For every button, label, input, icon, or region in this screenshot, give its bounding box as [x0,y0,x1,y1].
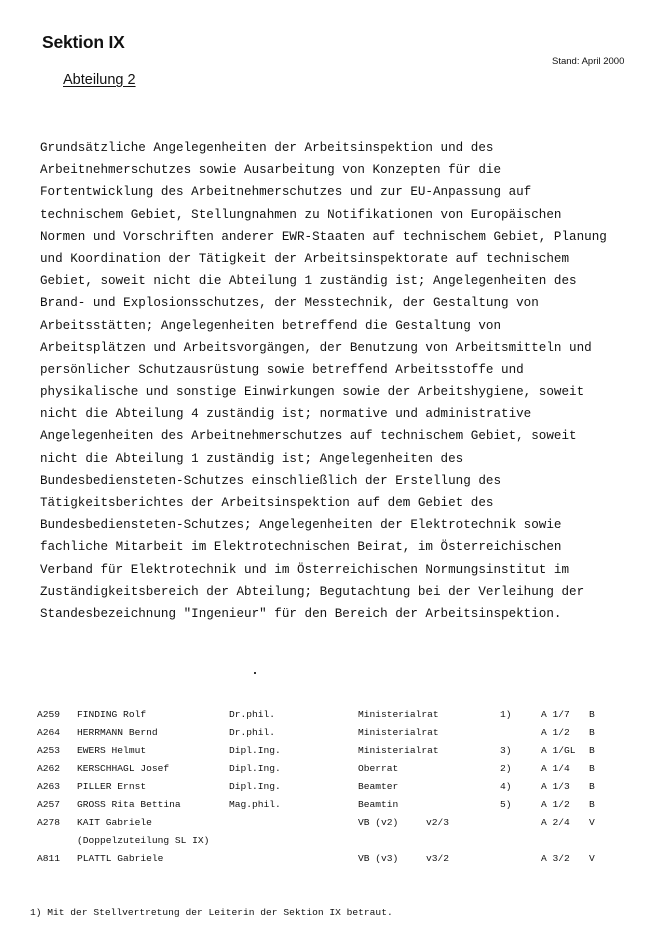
staff-type: B [589,799,595,810]
footnote: 1) Mit der Stellvertretung der Leiterin der Sektion IX betraut. [30,907,393,918]
staff-grade: A 1/4 [541,763,570,774]
status-date: Stand: April 2000 [552,56,625,67]
staff-grade: A 3/2 [541,853,570,864]
paragraph-line: Verband für Elektrotechnik und im Österreichischen Normungsinstitut im [40,562,570,577]
paragraph-line: und Koordination der Tätigkeit der Arbeitsinspektorate auf technischem [40,251,570,266]
staff-classification: v3/2 [426,853,450,864]
paragraph-line: Arbeitsplätzen und Arbeitsvorgängen, der Benutzung von Arbeitsmitteln und [40,340,592,355]
staff-type: B [589,763,595,774]
staff-footnote-ref: 4) [500,781,512,792]
staff-grade: A 1/2 [541,727,570,738]
staff-name: FINDING Rolf [77,709,147,720]
table-row [0,725,664,743]
staff-position: Ministerialrat [358,709,439,720]
staff-type: V [589,853,595,864]
staff-table [0,707,664,869]
staff-code: A278 [37,817,61,828]
staff-code: A262 [37,763,61,774]
staff-grade: A 1/7 [541,709,570,720]
paragraph-line: Arbeitsstätten; Angelegenheiten betreffend die Gestaltung von [40,318,502,333]
paragraph-line: nicht die Abteilung 4 zuständig ist; normative und administrative [40,407,532,422]
scan-speck [254,672,256,674]
responsibilities-paragraph [40,137,660,625]
staff-name: PLATTL Gabriele [77,853,164,864]
staff-name: GROSS Rita Bettina [77,799,181,810]
staff-code: A253 [37,745,61,756]
staff-name: EWERS Helmut [77,745,147,756]
staff-position: Oberrat [358,763,399,774]
staff-name: KAIT Gabriele [77,817,152,828]
table-row [0,707,664,725]
staff-position: Ministerialrat [358,727,439,738]
staff-position: Ministerialrat [358,745,439,756]
staff-position: VB (v2) [358,817,399,828]
table-row [0,815,664,833]
staff-type: B [589,745,595,756]
table-row [0,797,664,815]
table-row [0,779,664,797]
staff-grade: A 2/4 [541,817,570,828]
staff-code: A811 [37,853,61,864]
paragraph-line: Zuständigkeitsbereich der Abteilung; Begutachtung bei der Verleihung der [40,584,585,599]
table-row [0,851,664,869]
staff-academic-title: Dr.phil. [229,727,276,738]
table-row [0,743,664,761]
staff-academic-title: Dipl.Ing. [229,745,281,756]
paragraph-line: Angelegenheiten des Arbeitnehmerschutzes auf technischem Gebiet, soweit [40,429,577,444]
staff-code: A263 [37,781,61,792]
paragraph-line: Gebiet, soweit nicht die Abteilung 1 zuständig ist; Angelegenheiten des [40,274,577,289]
paragraph-line: Grundsätzliche Angelegenheiten der Arbeitsinspektion und des [40,141,494,155]
staff-code: A259 [37,709,61,720]
staff-footnote-ref: 5) [500,799,512,810]
staff-grade: A 1/3 [541,781,570,792]
paragraph-line: Standesbezeichnung "Ingenieur" für den Bereich der Arbeitsinspektion. [40,606,562,621]
paragraph-line: Brand- und Explosionsschutzes, der Messtechnik, der Gestaltung von [40,296,539,311]
staff-classification: v2/3 [426,817,450,828]
staff-academic-title: Dr.phil. [229,709,276,720]
paragraph-line: Fortentwicklung des Arbeitnehmerschutzes und zur EU-Anpassung auf [40,185,532,200]
staff-name: HERRMANN Bernd [77,727,158,738]
paragraph-line: Normen und Vorschriften anderer EWR-Staaten auf technischem Gebiet, Planung [40,229,607,244]
staff-type: B [589,709,595,720]
staff-academic-title: Dipl.Ing. [229,763,281,774]
paragraph-line: Bundesbediensteten-Schutzes; Angelegenheiten der Elektrotechnik sowie [40,518,562,533]
staff-grade: A 1/GL [541,745,576,756]
table-row [0,761,664,779]
paragraph-line: technischem Gebiet, Stellungnahmen zu Notifikationen von Europäischen [40,207,562,222]
paragraph-line: persönlicher Schutzausrüstung sowie betreffend Arbeitsstoffe und [40,362,524,377]
staff-name: PILLER Ernst [77,781,147,792]
staff-code: A264 [37,727,61,738]
paragraph-line: Bundesbediensteten-Schutzes einschließlich der Erstellung des [40,473,502,488]
paragraph-line: nicht die Abteilung 1 zuständig ist; Angelegenheiten des [40,451,464,466]
paragraph-line: Tätigkeitsberichtes der Arbeitsinspektion auf dem Gebiet des [40,496,494,510]
paragraph-line: Arbeitnehmerschutzes sowie Ausarbeitung von Konzepten für die [40,163,502,178]
staff-footnote-ref: 2) [500,763,512,774]
staff-position: Beamtin [358,799,399,810]
staff-grade: A 1/2 [541,799,570,810]
staff-name: (Doppelzuteilung SL IX) [77,835,210,846]
paragraph-line: fachliche Mitarbeit im Elektrotechnischen Beirat, im Österreichischen [40,540,562,555]
staff-type: V [589,817,595,828]
staff-academic-title: Dipl.Ing. [229,781,281,792]
paragraph-line: physikalische und sonstige Einwirkungen sowie der Arbeitshygiene, soweit [40,385,585,400]
table-row [0,833,664,851]
staff-name: KERSCHHAGL Josef [77,763,170,774]
staff-type: B [589,781,595,792]
staff-type: B [589,727,595,738]
department-subtitle: Abteilung 2 [63,72,136,88]
staff-position: Beamter [358,781,399,792]
staff-footnote-ref: 3) [500,745,512,756]
section-title: Sektion IX [42,32,125,52]
staff-position: VB (v3) [358,853,399,864]
staff-footnote-ref: 1) [500,709,512,720]
staff-code: A257 [37,799,61,810]
staff-academic-title: Mag.phil. [229,799,281,810]
